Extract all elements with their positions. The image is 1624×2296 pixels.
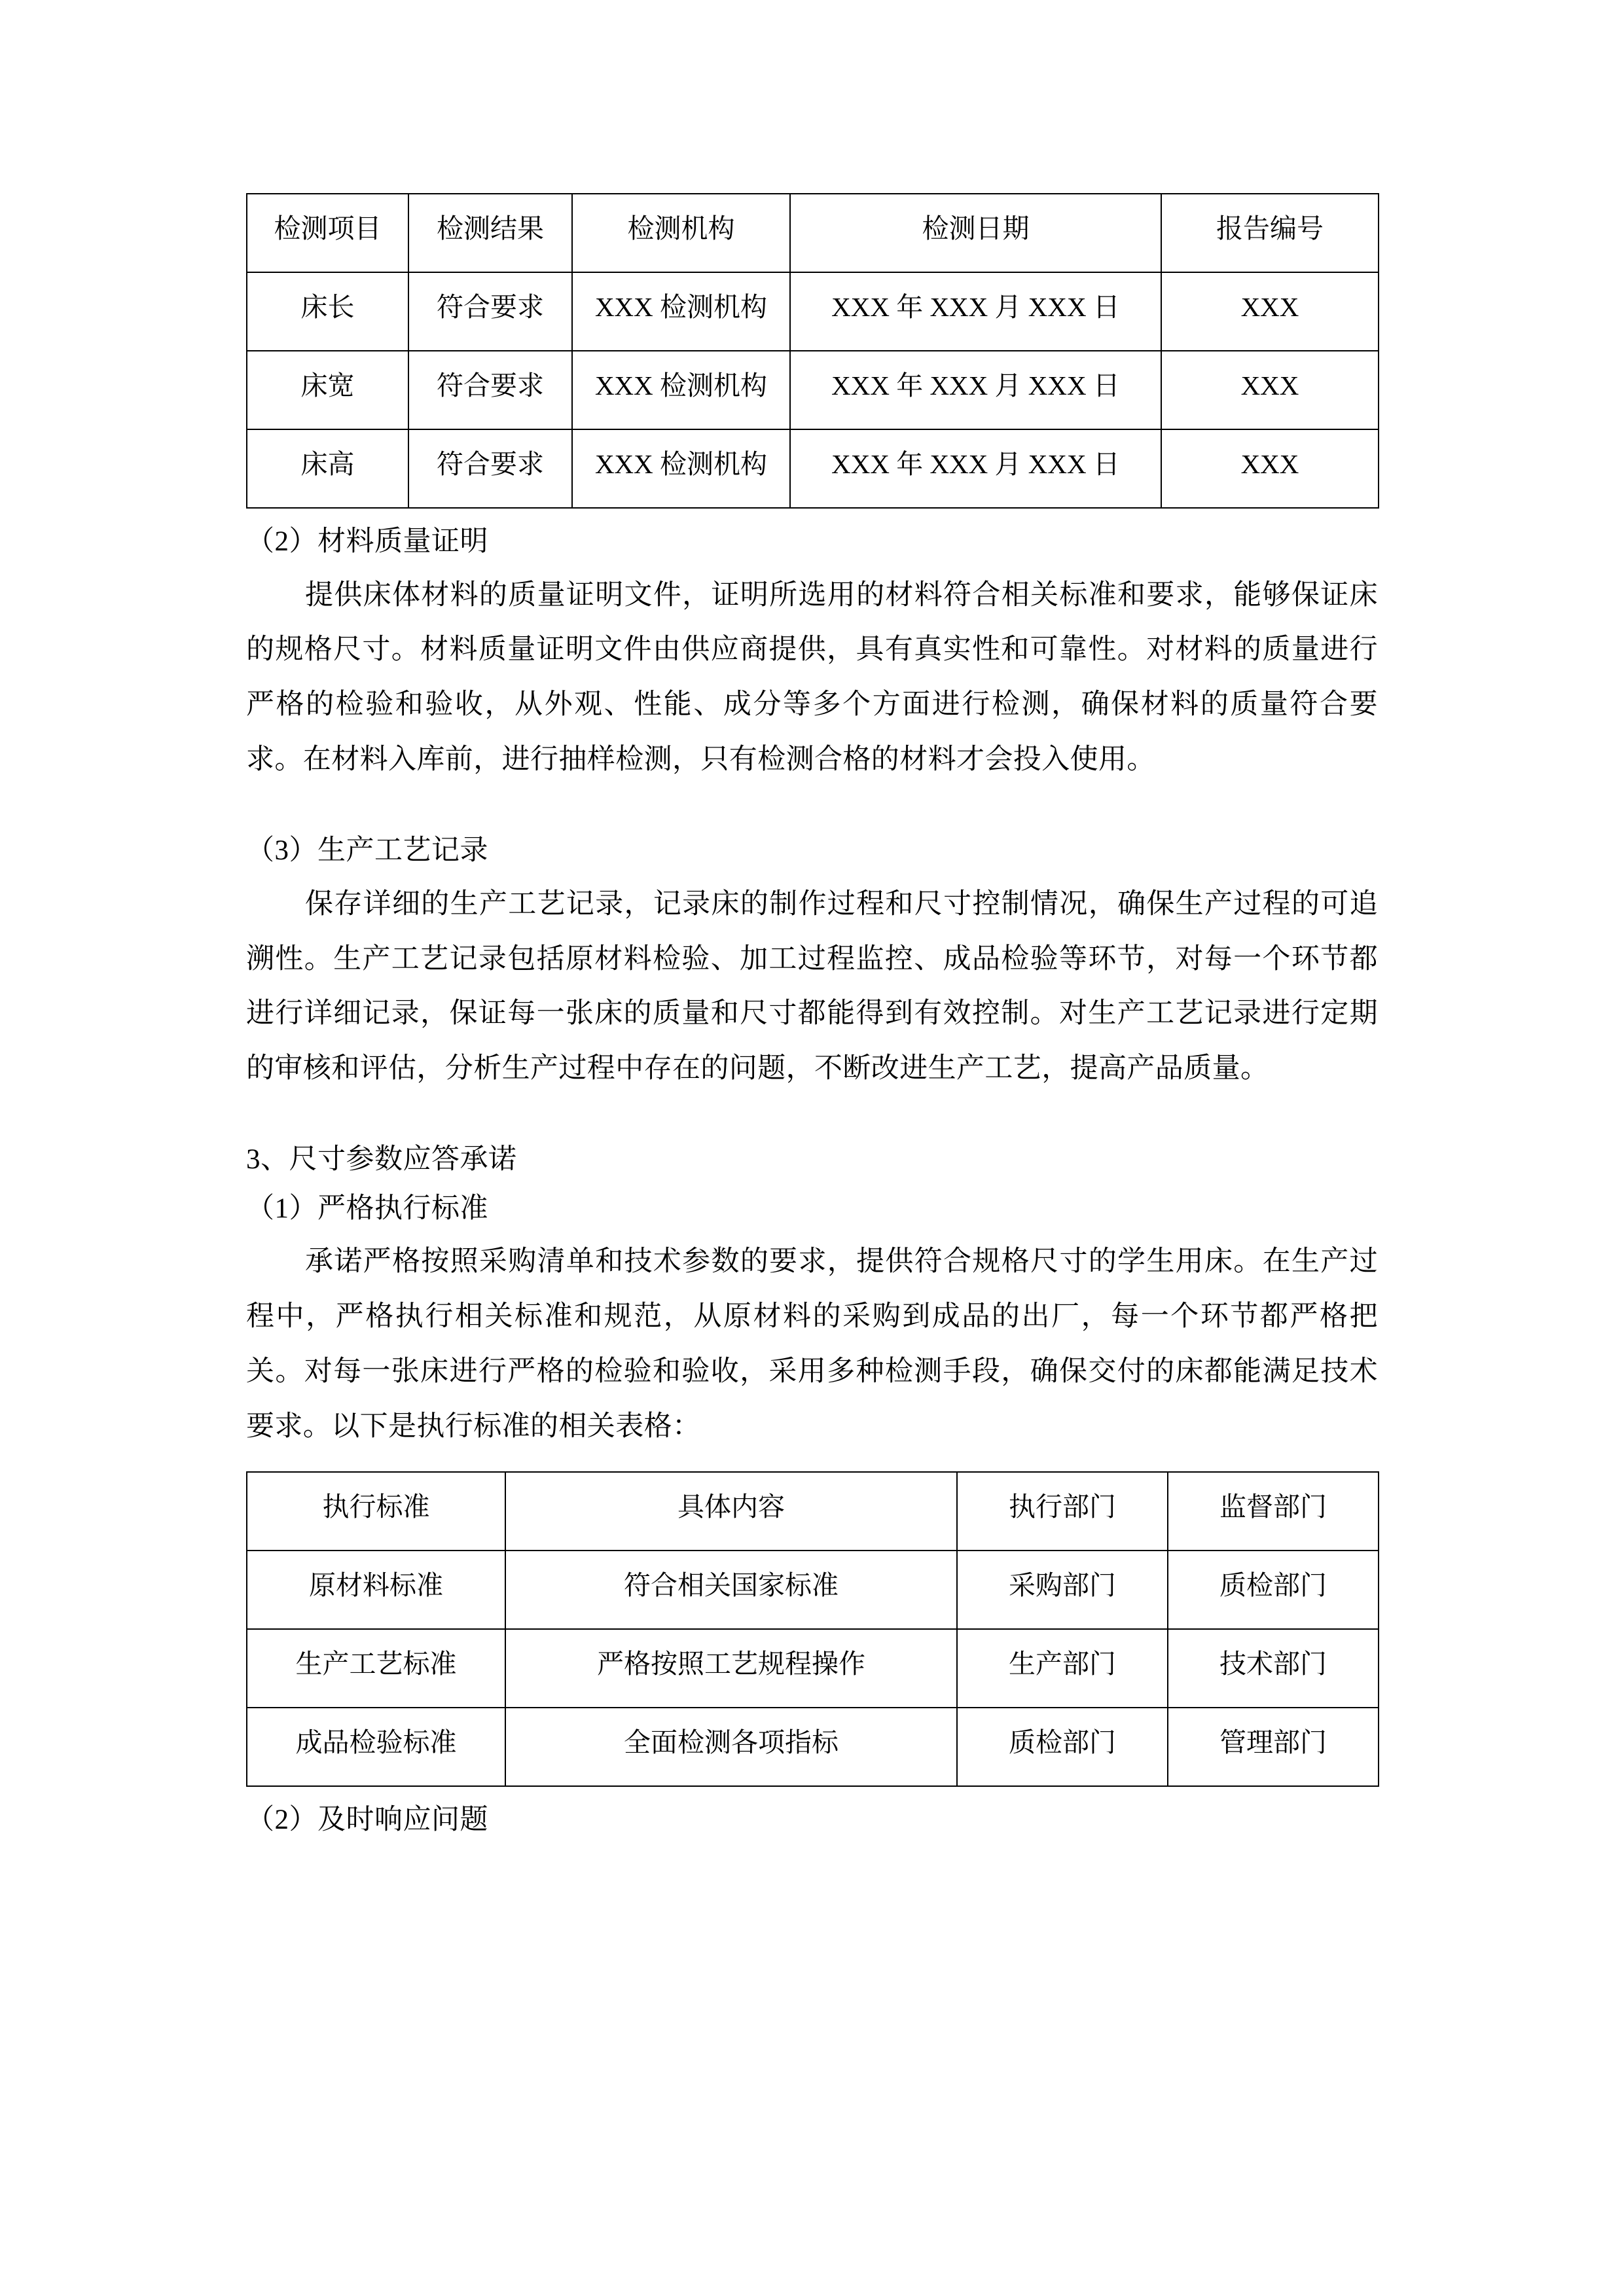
- column-header-executing-dept: 执行部门: [957, 1472, 1168, 1551]
- cell-agency: XXX 检测机构: [572, 351, 790, 429]
- table-row: [247, 1708, 1379, 1786]
- cell-report-no: XXX: [1161, 272, 1379, 351]
- cell-supervising-dept: 技术部门: [1168, 1629, 1379, 1708]
- cell-result: 符合要求: [408, 272, 572, 351]
- column-header-agency: 检测机构: [572, 194, 790, 272]
- section-heading-process-records: （3）生产工艺记录: [246, 835, 488, 867]
- cell-content: 全面检测各项指标: [505, 1708, 957, 1786]
- table-row: [247, 1629, 1379, 1708]
- cell-executing-dept: 采购部门: [957, 1551, 1168, 1629]
- section-paragraph-strict-standards: 承诺严格按照采购清单和技术参数的要求，提供符合规格尺寸的学生用床。在生产过程中，严格执行相关标准和规范，从原材料的采购到成品的出厂，每一个环节都严格把关。对每一张床进行严格的检验和验收，采用多种检测手段，确保交付的床都能满足技术要求。以下是执行标准的相关表格：: [246, 1246, 1378, 1442]
- section-heading-dimension-commitment: 3、尺寸参数应答承诺: [246, 1144, 517, 1175]
- spacer: [246, 787, 1378, 817]
- cell-supervising-dept: 管理部门: [1168, 1708, 1379, 1786]
- cell-standard: 生产工艺标准: [247, 1629, 505, 1708]
- section-paragraph-material-quality: 提供床体材料的质量证明文件，证明所选用的材料符合相关标准和要求，能够保证床的规格尺寸。材料质量证明文件由供应商提供，具有真实性和可靠性。对材料的质量进行严格的检验和验收，从外观、性能、成分等多个方面进行检测，确保材料的质量符合要求。在材料入库前，进行抽样检测，只有检测合格的材料才会投入使用。: [246, 579, 1378, 776]
- cell-item: 床高: [247, 429, 408, 508]
- cell-content: 严格按照工艺规程操作: [505, 1629, 957, 1708]
- table-row: [247, 351, 1379, 429]
- table-row: [247, 272, 1379, 351]
- cell-executing-dept: 生产部门: [957, 1629, 1168, 1708]
- cell-item: 床宽: [247, 351, 408, 429]
- column-header-date: 检测日期: [790, 194, 1161, 272]
- cell-result: 符合要求: [408, 351, 572, 429]
- cell-standard: 成品检验标准: [247, 1708, 505, 1786]
- execution-standards-table: [246, 1471, 1379, 1787]
- cell-agency: XXX 检测机构: [572, 429, 790, 508]
- column-header-result: 检测结果: [408, 194, 572, 272]
- section-heading-strict-standards: （1）严格执行标准: [246, 1193, 488, 1224]
- table-header-row: [247, 1472, 1379, 1551]
- cell-date: XXX 年 XXX 月 XXX 日: [790, 429, 1161, 508]
- cell-date: XXX 年 XXX 月 XXX 日: [790, 272, 1161, 351]
- section-heading-timely-response: （2）及时响应问题: [246, 1804, 488, 1835]
- spacer: [246, 1096, 1378, 1126]
- cell-report-no: XXX: [1161, 429, 1379, 508]
- cell-standard: 原材料标准: [247, 1551, 505, 1629]
- cell-content: 符合相关国家标准: [505, 1551, 957, 1629]
- spacer: [246, 1454, 1378, 1471]
- cell-agency: XXX 检测机构: [572, 272, 790, 351]
- cell-date: XXX 年 XXX 月 XXX 日: [790, 351, 1161, 429]
- section-heading-material-quality: （2）材料质量证明: [246, 526, 488, 557]
- cell-item: 床长: [247, 272, 408, 351]
- column-header-content: 具体内容: [505, 1472, 957, 1551]
- column-header-standard: 执行标准: [247, 1472, 505, 1551]
- table-row: [247, 1551, 1379, 1629]
- table-header-row: [247, 194, 1379, 272]
- column-header-item: 检测项目: [247, 194, 408, 272]
- cell-supervising-dept: 质检部门: [1168, 1551, 1379, 1629]
- column-header-supervising-dept: 监督部门: [1168, 1472, 1379, 1551]
- cell-result: 符合要求: [408, 429, 572, 508]
- cell-report-no: XXX: [1161, 351, 1379, 429]
- section-paragraph-process-records: 保存详细的生产工艺记录，记录床的制作过程和尺寸控制情况，确保生产过程的可追溯性。生产工艺记录包括原材料检验、加工过程监控、成品检验等环节，对每一个环节都进行详细记录，保证每一张床的质量和尺寸都能得到有效控制。对生产工艺记录进行定期的审核和评估，分析生产过程中存在的问题，不断改进生产工艺，提高产品质量。: [246, 888, 1378, 1085]
- cell-executing-dept: 质检部门: [957, 1708, 1168, 1786]
- page-content: [246, 193, 1378, 1842]
- inspection-results-table: [246, 193, 1379, 509]
- table-row: [247, 429, 1379, 508]
- column-header-report-no: 报告编号: [1161, 194, 1379, 272]
